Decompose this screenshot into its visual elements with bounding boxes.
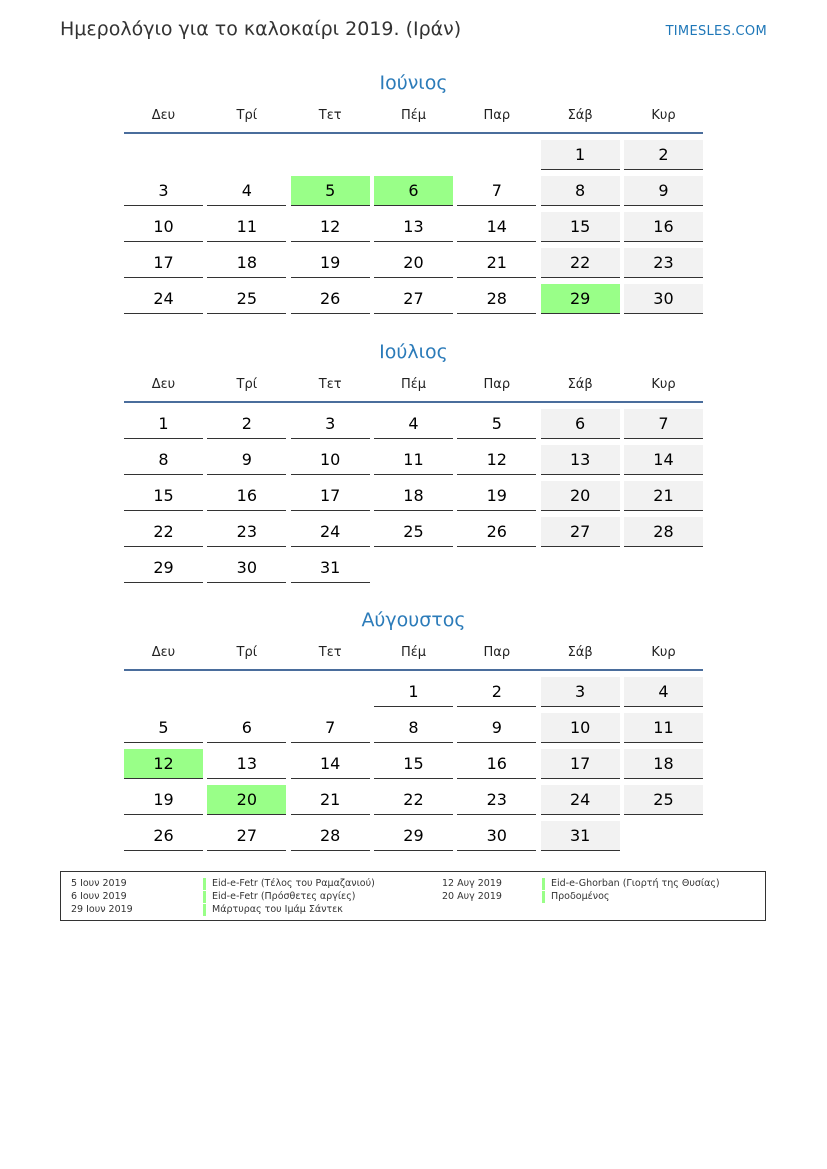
day-cell[interactable]: 12 xyxy=(291,212,370,242)
day-cell[interactable]: 4 xyxy=(374,409,453,439)
day-grid xyxy=(124,140,703,314)
holiday-day-cell[interactable]: 6 xyxy=(374,176,453,206)
day-cell[interactable]: 30 xyxy=(624,284,703,314)
weekday-label: Δευ xyxy=(151,377,176,392)
day-cell[interactable]: 5 xyxy=(124,713,203,743)
day-cell[interactable]: 12 xyxy=(457,445,536,475)
day-cell[interactable]: 22 xyxy=(124,517,203,547)
legend-name: Eid-e-Ghorban (Γιορτή της Θυσίας) xyxy=(542,878,720,890)
day-cell[interactable]: 28 xyxy=(291,821,370,851)
day-cell[interactable]: 27 xyxy=(207,821,286,851)
day-cell[interactable]: 26 xyxy=(457,517,536,547)
day-cell[interactable]: 10 xyxy=(291,445,370,475)
day-cell[interactable]: 21 xyxy=(624,481,703,511)
day-cell[interactable]: 23 xyxy=(207,517,286,547)
weekday-label: Πέμ xyxy=(400,377,427,392)
weekday-label: Τρί xyxy=(236,645,258,660)
day-cell[interactable]: 6 xyxy=(207,713,286,743)
holiday-day-cell[interactable]: 29 xyxy=(541,284,620,314)
day-cell[interactable]: 8 xyxy=(541,176,620,206)
day-cell[interactable]: 31 xyxy=(291,553,370,583)
holiday-day-cell[interactable]: 20 xyxy=(207,785,286,815)
day-cell[interactable]: 2 xyxy=(457,677,536,707)
day-cell[interactable]: 11 xyxy=(207,212,286,242)
weekday-label: Παρ xyxy=(483,108,511,123)
day-cell[interactable]: 18 xyxy=(624,749,703,779)
legend-name: Eid-e-Fetr (Πρόσθετες αργίες) xyxy=(203,891,355,903)
day-cell[interactable]: 14 xyxy=(624,445,703,475)
day-cell[interactable]: 13 xyxy=(541,445,620,475)
weekday-header xyxy=(124,373,703,403)
empty-cell xyxy=(207,677,286,707)
day-cell[interactable]: 21 xyxy=(457,248,536,278)
day-cell[interactable]: 29 xyxy=(374,821,453,851)
day-cell[interactable]: 6 xyxy=(541,409,620,439)
legend-name: Προδομένος xyxy=(542,891,609,903)
day-cell[interactable]: 30 xyxy=(457,821,536,851)
day-cell[interactable]: 20 xyxy=(541,481,620,511)
empty-cell xyxy=(291,677,370,707)
day-cell[interactable]: 9 xyxy=(207,445,286,475)
day-cell[interactable]: 24 xyxy=(291,517,370,547)
day-cell[interactable]: 27 xyxy=(541,517,620,547)
day-cell[interactable]: 1 xyxy=(124,409,203,439)
day-cell[interactable]: 19 xyxy=(457,481,536,511)
day-cell[interactable]: 22 xyxy=(541,248,620,278)
day-cell[interactable]: 28 xyxy=(624,517,703,547)
day-cell[interactable]: 19 xyxy=(124,785,203,815)
day-cell[interactable]: 7 xyxy=(624,409,703,439)
day-cell[interactable]: 8 xyxy=(124,445,203,475)
page-title: Ημερολόγιο για το καλοκαίρι 2019. (Ιράν) xyxy=(60,18,462,40)
day-cell[interactable]: 3 xyxy=(124,176,203,206)
weekday-label: Σάβ xyxy=(567,645,593,660)
day-cell[interactable]: 9 xyxy=(457,713,536,743)
day-cell[interactable]: 27 xyxy=(374,284,453,314)
day-cell[interactable]: 17 xyxy=(124,248,203,278)
month-august xyxy=(124,605,703,851)
legend-date: 5 Ιουν 2019 xyxy=(71,878,127,889)
day-cell[interactable]: 13 xyxy=(374,212,453,242)
weekday-label: Τετ xyxy=(318,377,342,392)
day-cell[interactable]: 29 xyxy=(124,553,203,583)
day-cell[interactable]: 2 xyxy=(207,409,286,439)
weekday-header xyxy=(124,641,703,671)
day-cell[interactable]: 15 xyxy=(374,749,453,779)
weekday-label: Τρί xyxy=(236,108,258,123)
day-cell[interactable]: 25 xyxy=(374,517,453,547)
weekday-label: Σάβ xyxy=(567,108,593,123)
day-cell[interactable]: 30 xyxy=(207,553,286,583)
weekday-label: Τετ xyxy=(318,108,342,123)
day-cell[interactable]: 14 xyxy=(291,749,370,779)
day-cell[interactable]: 23 xyxy=(457,785,536,815)
empty-cell xyxy=(207,140,286,170)
holiday-day-cell[interactable]: 12 xyxy=(124,749,203,779)
day-cell[interactable]: 4 xyxy=(624,677,703,707)
day-cell[interactable]: 16 xyxy=(457,749,536,779)
weekday-label: Τετ xyxy=(318,645,342,660)
day-cell[interactable]: 1 xyxy=(374,677,453,707)
weekday-label: Πέμ xyxy=(400,108,427,123)
day-cell[interactable]: 16 xyxy=(207,481,286,511)
day-grid xyxy=(124,677,703,851)
day-cell[interactable]: 18 xyxy=(374,481,453,511)
day-cell[interactable]: 26 xyxy=(291,284,370,314)
month-june xyxy=(124,68,703,314)
legend-date: 20 Αυγ 2019 xyxy=(442,891,502,902)
day-cell[interactable]: 4 xyxy=(207,176,286,206)
legend-date: 12 Αυγ 2019 xyxy=(442,878,502,889)
empty-cell xyxy=(291,140,370,170)
holiday-day-cell[interactable]: 5 xyxy=(291,176,370,206)
day-cell[interactable]: 31 xyxy=(541,821,620,851)
weekday-header xyxy=(124,104,703,134)
month-title: Ιούλιος xyxy=(379,341,448,363)
day-cell[interactable]: 13 xyxy=(207,749,286,779)
weekday-label: Τρί xyxy=(236,377,258,392)
weekday-label: Παρ xyxy=(483,377,511,392)
day-cell[interactable]: 3 xyxy=(291,409,370,439)
day-cell[interactable]: 24 xyxy=(541,785,620,815)
day-cell[interactable]: 19 xyxy=(291,248,370,278)
day-cell[interactable]: 24 xyxy=(124,284,203,314)
day-cell[interactable]: 5 xyxy=(457,409,536,439)
month-title: Αύγουστος xyxy=(361,609,466,631)
day-cell[interactable]: 9 xyxy=(624,176,703,206)
empty-cell xyxy=(457,140,536,170)
legend-date: 29 Ιουν 2019 xyxy=(71,904,133,915)
weekday-label: Πέμ xyxy=(400,645,427,660)
site-link[interactable]: TIMESLES.COM xyxy=(665,24,767,39)
day-cell[interactable]: 18 xyxy=(207,248,286,278)
legend-name: Μάρτυρας του Ιμάμ Σάντεκ xyxy=(203,904,343,916)
day-cell[interactable]: 25 xyxy=(207,284,286,314)
day-cell[interactable]: 15 xyxy=(124,481,203,511)
day-cell[interactable]: 26 xyxy=(124,821,203,851)
day-cell[interactable]: 16 xyxy=(624,212,703,242)
day-cell[interactable]: 15 xyxy=(541,212,620,242)
day-cell[interactable]: 8 xyxy=(374,713,453,743)
empty-cell xyxy=(124,140,203,170)
weekday-label: Παρ xyxy=(483,645,511,660)
day-cell[interactable]: 2 xyxy=(624,140,703,170)
holiday-legend xyxy=(60,871,766,921)
day-cell[interactable]: 14 xyxy=(457,212,536,242)
day-cell[interactable]: 3 xyxy=(541,677,620,707)
weekday-label: Δευ xyxy=(151,645,176,660)
day-cell[interactable]: 11 xyxy=(374,445,453,475)
day-cell[interactable]: 17 xyxy=(541,749,620,779)
month-title: Ιούνιος xyxy=(379,72,448,94)
day-cell[interactable]: 10 xyxy=(124,212,203,242)
day-cell[interactable]: 7 xyxy=(457,176,536,206)
day-cell[interactable]: 23 xyxy=(624,248,703,278)
day-grid xyxy=(124,409,703,583)
empty-cell xyxy=(124,677,203,707)
day-cell[interactable]: 28 xyxy=(457,284,536,314)
weekday-label: Σάβ xyxy=(567,377,593,392)
day-cell[interactable]: 11 xyxy=(624,713,703,743)
day-cell[interactable]: 25 xyxy=(624,785,703,815)
day-cell[interactable]: 20 xyxy=(374,248,453,278)
day-cell[interactable]: 7 xyxy=(291,713,370,743)
weekday-label: Κυρ xyxy=(651,377,676,392)
day-cell[interactable]: 22 xyxy=(374,785,453,815)
day-cell[interactable]: 1 xyxy=(541,140,620,170)
month-july xyxy=(124,337,703,583)
empty-cell xyxy=(374,140,453,170)
weekday-label: Δευ xyxy=(151,108,176,123)
day-cell[interactable]: 10 xyxy=(541,713,620,743)
weekday-label: Κυρ xyxy=(651,645,676,660)
day-cell[interactable]: 17 xyxy=(291,481,370,511)
day-cell[interactable]: 21 xyxy=(291,785,370,815)
weekday-label: Κυρ xyxy=(651,108,676,123)
legend-name: Eid-e-Fetr (Τέλος του Ραμαζανιού) xyxy=(203,878,375,890)
legend-date: 6 Ιουν 2019 xyxy=(71,891,127,902)
